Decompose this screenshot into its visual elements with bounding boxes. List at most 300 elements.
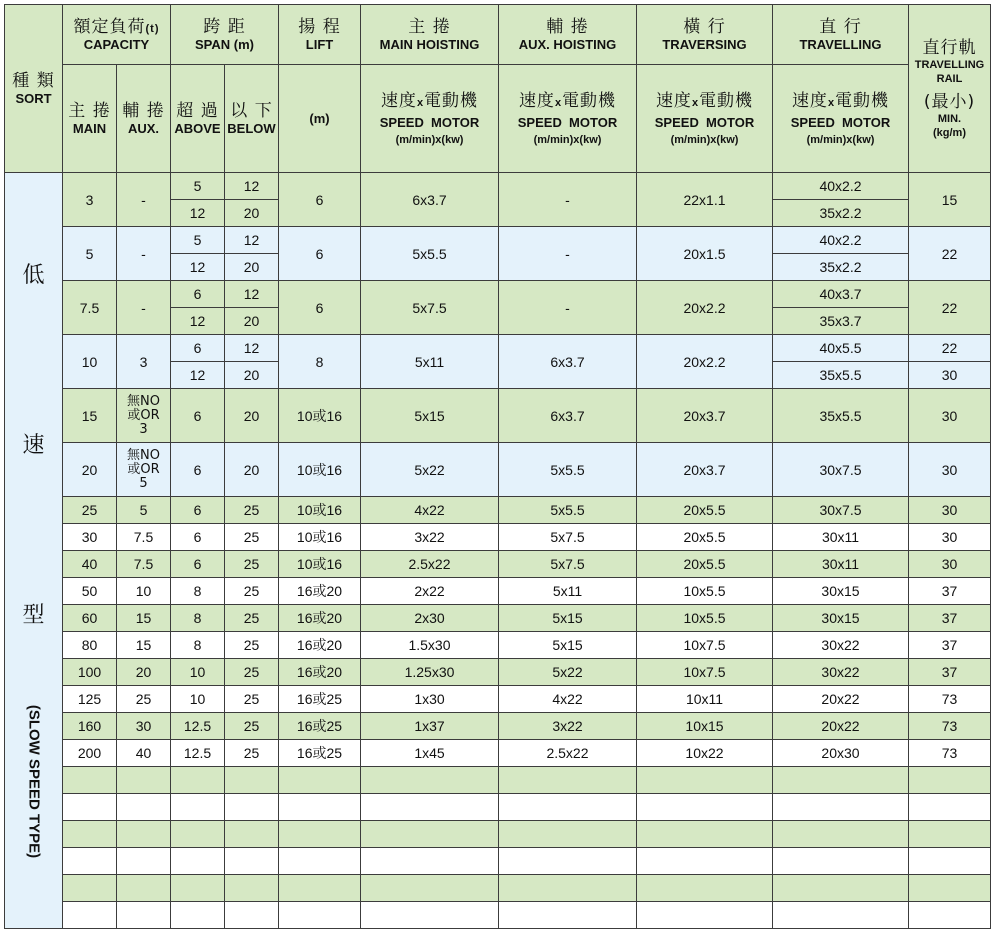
rail-en: TRAVELLING RAIL — [914, 58, 985, 85]
aux-hoist-value: 3x22 — [499, 713, 637, 740]
main-hoist-value: 5x7.5 — [361, 281, 499, 335]
speed-motor-unit: (m/min)x(kw) — [806, 133, 875, 146]
aux-no-line — [117, 449, 170, 463]
header-capacity — [63, 5, 171, 65]
aux-value: 30 — [117, 713, 171, 740]
span-above: 12 — [171, 254, 225, 281]
traversing-value: 20x3.7 — [637, 443, 773, 497]
rail-zh: 直行軌 — [922, 37, 977, 58]
crane-spec-table — [4, 4, 991, 929]
aux-no-zh: 無 — [127, 447, 141, 463]
travelling-value: 20x22 — [773, 713, 909, 740]
aux-or-en: OR — [140, 407, 160, 423]
above-value: 6 — [171, 443, 225, 497]
lift-value: 16或25 — [279, 740, 361, 767]
empty-cell — [909, 767, 991, 794]
aux-value: 20 — [117, 659, 171, 686]
header-rail — [909, 5, 991, 173]
lift-value: 16或20 — [279, 605, 361, 632]
capacity-zh: 額定負荷 — [73, 16, 146, 37]
speed-motor-en: SPEED MOTOR — [379, 114, 480, 130]
span-above: 12 — [171, 200, 225, 227]
empty-cell — [117, 902, 171, 929]
lift-value: 10或16 — [279, 443, 361, 497]
empty-cell — [773, 902, 909, 929]
traversing-value: 20x2.2 — [637, 281, 773, 335]
below-value: 25 — [225, 659, 279, 686]
travelling-value: 30x7.5 — [773, 497, 909, 524]
empty-cell — [63, 875, 117, 902]
table-row — [5, 632, 991, 659]
capacity-main: 20 — [63, 443, 117, 497]
rail-value: 30 — [909, 551, 991, 578]
table-row — [5, 497, 991, 524]
travelling-value: 40x3.7 — [773, 281, 909, 308]
empty-cell — [171, 794, 225, 821]
aux-or-zh: 或 — [127, 461, 141, 477]
header-aux-hoisting — [499, 5, 637, 65]
empty-cell — [499, 767, 637, 794]
below-value: 25 — [225, 605, 279, 632]
lift-value: 6 — [279, 227, 361, 281]
lift-zh: 揚 程 — [298, 16, 341, 37]
empty-cell — [63, 794, 117, 821]
rail-value: 30 — [909, 497, 991, 524]
traversing-value: 20x5.5 — [637, 524, 773, 551]
aux-hoisting-en: AUX. HOISTING — [518, 36, 617, 52]
capacity-aux — [117, 443, 171, 497]
empty-cell — [361, 875, 499, 902]
header-span — [171, 5, 279, 65]
header-lift-unit — [279, 65, 361, 173]
traversing-value: 10x5.5 — [637, 578, 773, 605]
rail-value: 22 — [909, 335, 991, 362]
traversing-en: TRAVERSING — [662, 36, 747, 52]
travelling-value: 30x22 — [773, 632, 909, 659]
above-value: 6 — [171, 524, 225, 551]
lift-en: LIFT — [305, 36, 334, 52]
rail-value: 30 — [909, 443, 991, 497]
speed-zh: 速度 — [791, 90, 828, 111]
empty-cell — [637, 848, 773, 875]
empty-cell — [361, 767, 499, 794]
aux-hoist-value: - — [499, 281, 637, 335]
sort-en: SORT — [15, 90, 52, 106]
main-hoist-value: 2.5x22 — [361, 551, 499, 578]
main-value: 60 — [63, 605, 117, 632]
aux-hoist-value: 5x15 — [499, 632, 637, 659]
traversing-value: 10x7.5 — [637, 632, 773, 659]
span-above: 6 — [171, 281, 225, 308]
lift-value: 16或20 — [279, 659, 361, 686]
empty-row — [5, 848, 991, 875]
empty-cell — [361, 821, 499, 848]
travelling-value: 35x5.5 — [773, 362, 909, 389]
speed-motor-zh — [637, 91, 772, 111]
header-travelling — [773, 5, 909, 65]
lift-value: 10或16 — [279, 497, 361, 524]
empty-cell — [499, 794, 637, 821]
empty-cell — [909, 875, 991, 902]
motor-zh: 電動機 — [562, 90, 617, 111]
aux-no-en: NO — [140, 393, 160, 409]
main-hoist-value: 5x11 — [361, 335, 499, 389]
main-value: 30 — [63, 524, 117, 551]
empty-cell — [499, 875, 637, 902]
aux-hoist-value: 2.5x22 — [499, 740, 637, 767]
below-value: 25 — [225, 740, 279, 767]
header-lift — [279, 5, 361, 65]
travelling-value: 35x2.2 — [773, 200, 909, 227]
table-row — [5, 173, 991, 200]
aux-alt-value: 3 — [139, 421, 148, 437]
lift-value: 10或16 — [279, 524, 361, 551]
travelling-value: 35x5.5 — [773, 389, 909, 443]
above-value: 10 — [171, 686, 225, 713]
traversing-value: 20x3.7 — [637, 389, 773, 443]
empty-cell — [117, 767, 171, 794]
speed-zh: 速度 — [655, 90, 692, 111]
aux-or-line — [117, 409, 170, 423]
above-value: 12.5 — [171, 713, 225, 740]
span-zh: 跨 距 — [203, 16, 246, 37]
aux-value: 7.5 — [117, 524, 171, 551]
header-traversing — [637, 5, 773, 65]
empty-cell — [279, 821, 361, 848]
speed-motor-unit: (m/min)x(kw) — [670, 133, 739, 146]
capacity-aux: 3 — [117, 335, 171, 389]
empty-cell — [117, 794, 171, 821]
empty-cell — [637, 821, 773, 848]
main-value: 40 — [63, 551, 117, 578]
empty-cell — [773, 794, 909, 821]
header-sort — [5, 5, 63, 173]
speed-motor-en: SPEED MOTOR — [654, 114, 755, 130]
aux-value: 10 — [117, 578, 171, 605]
empty-cell — [225, 767, 279, 794]
aux-hoist-value: 5x22 — [499, 659, 637, 686]
main-hoisting-zh: 主 捲 — [408, 16, 451, 37]
traversing-value: 10x11 — [637, 686, 773, 713]
aux-no-en: NO — [140, 447, 160, 463]
motor-zh: 電動機 — [699, 90, 754, 111]
header-span-below — [225, 65, 279, 173]
lift-value: 8 — [279, 335, 361, 389]
speed-zh: 速度 — [380, 90, 417, 111]
rail-value: 37 — [909, 605, 991, 632]
rail-value: 30 — [909, 389, 991, 443]
capacity-aux: - — [117, 227, 171, 281]
rail-value: 73 — [909, 686, 991, 713]
span-above: 5 — [171, 173, 225, 200]
capacity-aux: - — [117, 173, 171, 227]
empty-cell — [499, 821, 637, 848]
below-value: 25 — [225, 551, 279, 578]
empty-cell — [361, 794, 499, 821]
span-below-zh: 以 下 — [230, 100, 273, 121]
travelling-value: 20x22 — [773, 686, 909, 713]
motor-zh: 電動機 — [835, 90, 890, 111]
sort-char-low: 低 — [22, 263, 45, 288]
empty-cell — [63, 902, 117, 929]
sort-column — [5, 173, 63, 929]
header-aux-speed-motor — [499, 65, 637, 173]
aux-hoist-value: 5x5.5 — [499, 443, 637, 497]
empty-cell — [637, 902, 773, 929]
capacity-unit: (t) — [145, 22, 160, 35]
traversing-value: 20x2.2 — [637, 335, 773, 389]
empty-cell — [117, 875, 171, 902]
aux-value: 5 — [117, 497, 171, 524]
below-value: 20 — [225, 389, 279, 443]
traversing-value: 20x1.5 — [637, 227, 773, 281]
empty-cell — [773, 821, 909, 848]
empty-row — [5, 821, 991, 848]
travelling-value: 30x7.5 — [773, 443, 909, 497]
header-span-above — [171, 65, 225, 173]
below-value: 25 — [225, 686, 279, 713]
travelling-value: 35x2.2 — [773, 254, 909, 281]
capacity-main: 3 — [63, 173, 117, 227]
span-above: 12 — [171, 308, 225, 335]
rail-value: 15 — [909, 173, 991, 227]
below-value: 25 — [225, 578, 279, 605]
aux-alt-value: 5 — [139, 475, 148, 491]
below-value: 25 — [225, 497, 279, 524]
lift-value: 6 — [279, 173, 361, 227]
empty-cell — [637, 875, 773, 902]
traversing-value: 20x5.5 — [637, 497, 773, 524]
empty-cell — [637, 794, 773, 821]
travelling-en: TRAVELLING — [799, 36, 882, 52]
sort-zh: 種 類 — [12, 70, 55, 91]
span-below: 20 — [225, 308, 279, 335]
aux-hoist-value: - — [499, 227, 637, 281]
empty-cell — [63, 848, 117, 875]
capacity-main: 5 — [63, 227, 117, 281]
empty-cell — [637, 767, 773, 794]
sort-english-vertical: (SLOW SPEED TYPE) — [25, 704, 42, 859]
span-above-en: ABOVE — [174, 120, 221, 136]
rail-min-en: MIN. — [937, 112, 962, 125]
table-row — [5, 389, 991, 443]
empty-row — [5, 875, 991, 902]
empty-cell — [279, 875, 361, 902]
empty-cell — [361, 902, 499, 929]
main-hoist-value: 6x3.7 — [361, 173, 499, 227]
main-hoisting-en: MAIN HOISTING — [379, 36, 480, 52]
aux-hoist-value: 5x11 — [499, 578, 637, 605]
table-row — [5, 659, 991, 686]
aux-value: 25 — [117, 686, 171, 713]
aux-value: 15 — [117, 632, 171, 659]
aux-hoist-value: - — [499, 173, 637, 227]
aux-hoist-value: 4x22 — [499, 686, 637, 713]
main-value: 50 — [63, 578, 117, 605]
empty-row — [5, 794, 991, 821]
main-hoist-value: 5x5.5 — [361, 227, 499, 281]
speed-motor-zh — [773, 91, 908, 111]
traversing-value: 20x5.5 — [637, 551, 773, 578]
lift-value: 16或20 — [279, 578, 361, 605]
aux-or-line — [117, 463, 170, 477]
sort-char-speed: 速 — [22, 433, 45, 458]
table-row — [5, 281, 991, 308]
traversing-value: 22x1.1 — [637, 173, 773, 227]
travelling-value: 20x30 — [773, 740, 909, 767]
table-row — [5, 686, 991, 713]
x-sign: x — [691, 96, 700, 109]
span-below: 12 — [225, 227, 279, 254]
empty-cell — [225, 821, 279, 848]
rail-value: 37 — [909, 659, 991, 686]
header-main-hoisting — [361, 5, 499, 65]
rail-value: 37 — [909, 632, 991, 659]
table-row — [5, 443, 991, 497]
span-below-en: BELOW — [227, 120, 276, 136]
table-row — [5, 740, 991, 767]
empty-cell — [63, 767, 117, 794]
empty-cell — [225, 848, 279, 875]
traversing-value: 10x22 — [637, 740, 773, 767]
main-hoist-value: 5x22 — [361, 443, 499, 497]
main-hoist-value: 1.5x30 — [361, 632, 499, 659]
main-hoist-value: 2x30 — [361, 605, 499, 632]
speed-motor-en: SPEED MOTOR — [517, 114, 618, 130]
rail-value: 37 — [909, 578, 991, 605]
empty-cell — [279, 902, 361, 929]
empty-cell — [279, 767, 361, 794]
empty-cell — [225, 875, 279, 902]
header-cap-aux — [117, 65, 171, 173]
empty-cell — [171, 902, 225, 929]
empty-cell — [909, 821, 991, 848]
main-value: 160 — [63, 713, 117, 740]
lift-value: 10或16 — [279, 551, 361, 578]
main-hoist-value: 5x15 — [361, 389, 499, 443]
x-sign: x — [827, 96, 836, 109]
traversing-value: 10x15 — [637, 713, 773, 740]
empty-cell — [171, 848, 225, 875]
empty-cell — [63, 821, 117, 848]
travelling-value: 30x15 — [773, 578, 909, 605]
traversing-value: 10x7.5 — [637, 659, 773, 686]
above-value: 8 — [171, 605, 225, 632]
travelling-value: 30x22 — [773, 659, 909, 686]
aux-hoist-value: 5x7.5 — [499, 551, 637, 578]
span-above-zh: 超 過 — [176, 100, 219, 121]
above-value: 8 — [171, 632, 225, 659]
empty-cell — [171, 821, 225, 848]
traversing-value: 10x5.5 — [637, 605, 773, 632]
aux-value: 40 — [117, 740, 171, 767]
header-cap-main — [63, 65, 117, 173]
lift-value: 6 — [279, 281, 361, 335]
main-hoist-value: 1x37 — [361, 713, 499, 740]
speed-motor-zh — [499, 91, 636, 111]
span-below: 20 — [225, 362, 279, 389]
x-sign: x — [416, 96, 425, 109]
empty-cell — [909, 902, 991, 929]
above-value: 10 — [171, 659, 225, 686]
above-value: 6 — [171, 389, 225, 443]
speed-motor-zh — [361, 91, 498, 111]
empty-cell — [773, 848, 909, 875]
capacity-main: 10 — [63, 335, 117, 389]
above-value: 6 — [171, 551, 225, 578]
empty-cell — [171, 875, 225, 902]
empty-row — [5, 767, 991, 794]
speed-zh: 速度 — [518, 90, 555, 111]
travelling-value: 40x2.2 — [773, 173, 909, 200]
below-value: 25 — [225, 524, 279, 551]
main-hoist-value: 4x22 — [361, 497, 499, 524]
rail-value: 73 — [909, 740, 991, 767]
span-below: 12 — [225, 335, 279, 362]
span-below: 12 — [225, 281, 279, 308]
span-below: 20 — [225, 200, 279, 227]
traversing-zh: 橫 行 — [683, 16, 726, 37]
lift-value: 16或25 — [279, 686, 361, 713]
lift-value: 10或16 — [279, 389, 361, 443]
travelling-zh: 直 行 — [819, 16, 862, 37]
rail-value: 73 — [909, 713, 991, 740]
speed-motor-en: SPEED MOTOR — [790, 114, 891, 130]
capacity-aux — [117, 389, 171, 443]
aux-hoist-value: 5x15 — [499, 605, 637, 632]
span-en: SPAN (m) — [195, 36, 254, 52]
aux-value: 7.5 — [117, 551, 171, 578]
main-value: 25 — [63, 497, 117, 524]
x-sign: x — [554, 96, 563, 109]
empty-row — [5, 902, 991, 929]
main-hoist-value: 2x22 — [361, 578, 499, 605]
table-body — [5, 5, 991, 929]
aux-or-zh: 或 — [127, 407, 141, 423]
empty-cell — [171, 767, 225, 794]
empty-cell — [225, 794, 279, 821]
empty-cell — [909, 794, 991, 821]
empty-cell — [361, 848, 499, 875]
capacity-main: 15 — [63, 389, 117, 443]
empty-cell — [225, 902, 279, 929]
rail-value: 22 — [909, 227, 991, 281]
cap-aux-en: AUX. — [127, 120, 160, 136]
main-hoist-value: 3x22 — [361, 524, 499, 551]
travelling-value: 30x11 — [773, 524, 909, 551]
speed-motor-unit: (m/min)x(kw) — [533, 133, 602, 146]
travelling-value: 30x11 — [773, 551, 909, 578]
travelling-value: 35x3.7 — [773, 308, 909, 335]
below-value: 25 — [225, 713, 279, 740]
main-hoist-value: 1x45 — [361, 740, 499, 767]
table-row — [5, 227, 991, 254]
cap-aux-zh: 輔 捲 — [122, 100, 165, 121]
empty-cell — [499, 848, 637, 875]
aux-hoist-value: 6x3.7 — [499, 389, 637, 443]
capacity-en: CAPACITY — [83, 36, 150, 52]
rail-value: 30 — [909, 362, 991, 389]
main-hoist-value: 1x30 — [361, 686, 499, 713]
aux-hoist-value: 6x3.7 — [499, 335, 637, 389]
table-row — [5, 524, 991, 551]
lift-unit: (m) — [309, 110, 330, 126]
empty-cell — [117, 821, 171, 848]
span-below: 12 — [225, 173, 279, 200]
empty-cell — [773, 875, 909, 902]
capacity-main: 7.5 — [63, 281, 117, 335]
below-value: 25 — [225, 632, 279, 659]
